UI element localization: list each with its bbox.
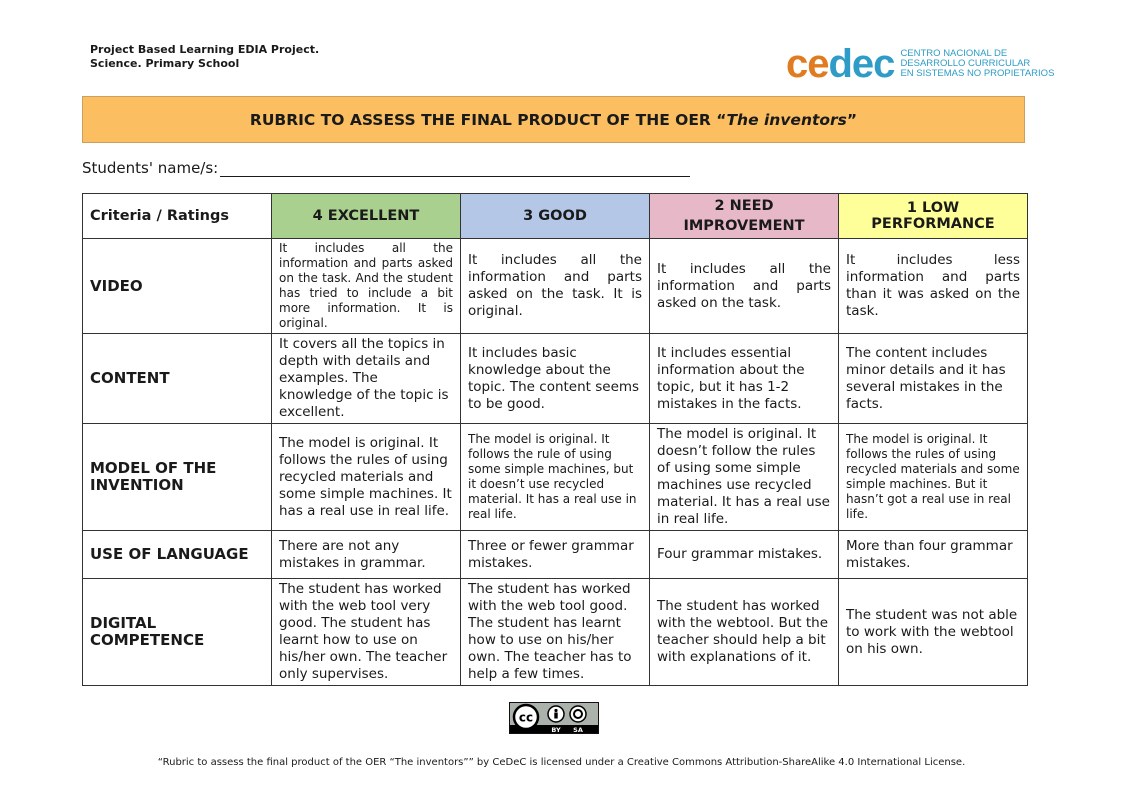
rubric-table	[82, 193, 1028, 686]
table-row	[83, 334, 1028, 424]
table-cell: The model is original. It doesn’t follow the rules of using some simple machines use recycled material. It has a real use in real life.	[650, 424, 839, 531]
table-cell: The model is original. It follows the rule of using some simple machines, but it doesn’t use recycled material. It has a real use in real life.	[461, 424, 650, 531]
students-name-field	[82, 159, 690, 177]
criterion-use-of-language: USE OF LANGUAGE	[83, 531, 272, 579]
students-label: Students' name/s:	[82, 159, 219, 177]
school-line: Science. Primary School	[90, 57, 240, 70]
students-name-line	[220, 160, 690, 177]
table-row	[83, 239, 1028, 334]
cedec-logo-word: cedec	[786, 42, 895, 86]
svg-text:SA: SA	[573, 726, 583, 733]
table-cell: It includes basic knowledge about the topic. The content seems to be good.	[461, 334, 650, 424]
header-excellent: 4 EXCELLENT	[272, 194, 461, 239]
table-cell: The model is original. It follows the rules of using recycled materials and some simple machines. It has a real use in real life.	[272, 424, 461, 531]
header-good: 3 GOOD	[461, 194, 650, 239]
table-cell: The student was not able to work with the webtool on his own.	[839, 579, 1028, 686]
header-row	[83, 194, 1028, 239]
table-cell: Three or fewer grammar mistakes.	[461, 531, 650, 579]
criterion-content: CONTENT	[83, 334, 272, 424]
table-cell: It includes all the information and parts asked on the task. And the student has tried to include a bit more information. It is original.	[272, 239, 461, 334]
cc-license-icon	[510, 703, 598, 733]
table-cell: The student has worked with the web tool very good. The student has learnt how to use on his/her own. The teacher only supervises.	[272, 579, 461, 686]
table-row	[83, 531, 1028, 579]
table-cell: More than four grammar mistakes.	[839, 531, 1028, 579]
cedec-logo	[786, 44, 1054, 84]
license-footer: “Rubric to assess the final product of the OER “The inventors”” by CeDeC is licensed under a Creative Commons Attribution-ShareAlike 4.0 International License.	[157, 757, 966, 768]
table-cell: The model is original. It follows the rules of using recycled materials and some simple machines. But it hasn’t got a real use in real life.	[839, 424, 1028, 531]
table-cell: The student has worked with the webtool. But the teacher should help a bit with explanations of it.	[650, 579, 839, 686]
table-cell: There are not any mistakes in grammar.	[272, 531, 461, 579]
criterion-digital-competence: DIGITAL COMPETENCE	[83, 579, 272, 686]
criterion-model-of-the-invention: MODEL OF THE INVENTION	[83, 424, 272, 531]
table-cell: It includes all the information and parts asked on the task. It is original.	[461, 239, 650, 334]
header-low-performance: 1 LOW PERFORMANCE	[839, 194, 1028, 239]
table-cell: Four grammar mistakes.	[650, 531, 839, 579]
criterion-video: VIDEO	[83, 239, 272, 334]
header-need-improvement: 2 NEED IMPROVEMENT	[650, 194, 839, 239]
header-criteria: Criteria / Ratings	[83, 194, 272, 239]
table-cell: It includes essential information about the topic, but it has 1-2 mistakes in the facts.	[650, 334, 839, 424]
cedec-logo-text: CENTRO NACIONAL DE DESARROLLO CURRICULAR EN SISTEMAS NO PROPIETARIOS	[900, 48, 1055, 79]
project-line: Project Based Learning EDIA Project.	[90, 43, 320, 56]
table-cell: It covers all the topics in depth with details and examples. The knowledge of the topic is excellent.	[272, 334, 461, 424]
table-cell: The student has worked with the web tool good. The student has learnt how to use on his/her own. The teacher has to help a few times.	[461, 579, 650, 686]
table-row	[83, 424, 1028, 531]
cc-by-sa-badge[interactable]	[509, 702, 599, 734]
svg-text:BY: BY	[551, 726, 561, 733]
table-row	[83, 579, 1028, 686]
svg-text:cc: cc	[518, 710, 534, 725]
document-header	[90, 43, 319, 71]
table-cell: It includes less information and parts than it was asked on the task.	[839, 239, 1028, 334]
rubric-title: RUBRIC TO ASSESS THE FINAL PRODUCT OF THE OER “ The inventors ”	[82, 96, 1025, 143]
table-cell: It includes all the information and parts asked on the task.	[650, 239, 839, 334]
table-cell: The content includes minor details and it has several mistakes in the facts.	[839, 334, 1028, 424]
